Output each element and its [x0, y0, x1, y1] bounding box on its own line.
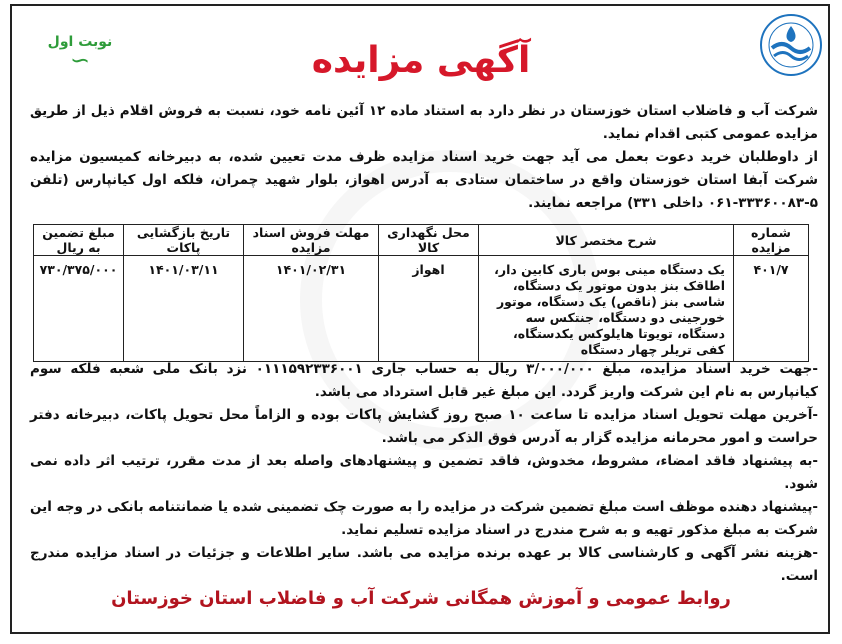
- header-guarantee-amount: مبلغ تضمین به ریال: [34, 225, 124, 256]
- condition-item: -پیشنهاد دهنده موظف است مبلغ تضمین شرکت در مزایده را به صورت چک تضمینی شده یا ضمانتنامه بانکی در وجه این شرکت به مبلغ مذکور تهیه و به شرح مندرج در اسناد مزایده تسلیم نماید.: [30, 499, 818, 538]
- condition-item: -آخرین مهلت تحویل اسناد مزایده تا ساعت ۱۰ صبح روز گشایش پاکات بوده و الزاماً محل تحویل پاکات، دبیرخانه دفتر حراست و امور محرمانه مزایده گزار به آدرس فوق الذکر می باشد.: [30, 407, 819, 446]
- header-item-description: شرح مختصر کالا: [479, 225, 734, 256]
- table-header-row: [34, 225, 809, 256]
- header-storage-location: محل نگهداری کالا: [379, 225, 479, 256]
- cell-guarantee-amount: ۷۳۰/۳۷۵/۰۰۰: [34, 256, 124, 362]
- cell-item-description: یک دستگاه مینی بوس باری کابین دار، اطاقک بنز بدون موتور یک دستگاه، شاسی بنز (ناقص) یک دستگاه، موتور خورجینی دو دستگاه، جنتکس سه دستگاه، تویوتا هایلوکس یکدستگاه، کفی تریلر چهار دستگاه: [479, 256, 734, 362]
- header-opening-date: تاریخ بازگشایی پاکات: [124, 225, 244, 256]
- condition-item: -هزینه نشر آگهی و کارشناسی کالا بر عهده برنده مزایده می باشد. سایر اطلاعات و جزئیات در اسناد مزایده مندرج است.: [30, 545, 818, 584]
- condition-item: -جهت خرید اسناد مزایده، مبلغ ۳/۰۰۰/۰۰۰ ریال به حساب جاری ۰۱۱۱۵۹۲۳۳۶۰۰۱ نزد بانک ملی شعبه فلکه سوم کیانپارس به نام این شرکت واریز گردد. این مبلغ غیر قابل استرداد می باشد.: [30, 361, 818, 400]
- cell-storage-location: اهواز: [379, 256, 479, 362]
- condition-item: -به پیشنهاد فاقد امضاء، مشروط، مخدوش، فاقد تضمین و پیشنهادهای واصله بعد از مدت مقرر، ترتیب اثر داده نمی شود.: [30, 453, 818, 492]
- intro-paragraph: از داوطلبان خرید دعوت بعمل می آید جهت خرید اسناد مزایده ظرف مدت تعیین شده، به دبیرخانه کمیسیون مزایده شرکت آبفا استان خوزستان واقع در ساختمان ستادی به آدرس اهواز، بلوار شهید چمران، فلکه اول کیانپارس (تلفن ۵-۳۳۳۶۰۰۸۳-۰۶۱ داخلی ۳۳۱) مراجعه نمایند.: [30, 149, 818, 211]
- auction-items-table: [33, 224, 809, 362]
- intro-paragraph: شرکت آب و فاضلاب استان خوزستان در نظر دارد به استناد ماده ۱۲ آئین نامه خود، نسبت به فروش اقلام ذیل از طریق مزایده عمومی کتبی اقدام نماید.: [30, 103, 818, 142]
- cell-opening-date: ۱۴۰۱/۰۳/۱۱: [124, 256, 244, 362]
- turn-label: نوبت اول: [47, 34, 113, 50]
- swirl-icon: ∽: [69, 46, 91, 74]
- header-sale-deadline: مهلت فروش اسناد مزایده: [244, 225, 379, 256]
- page-title: آگهی مزایده: [311, 40, 531, 81]
- cell-auction-number: ۴۰۱/۷: [734, 256, 809, 362]
- table-row: [34, 256, 809, 362]
- header-auction-number: شماره مزایده: [734, 225, 809, 256]
- intro-text: [30, 100, 818, 215]
- cell-sale-deadline: ۱۴۰۱/۰۲/۳۱: [244, 256, 379, 362]
- conditions-list: [30, 358, 818, 588]
- publisher-footer: روابط عمومی و آموزش همگانی شرکت آب و فاضلاب استان خوزستان: [111, 588, 731, 609]
